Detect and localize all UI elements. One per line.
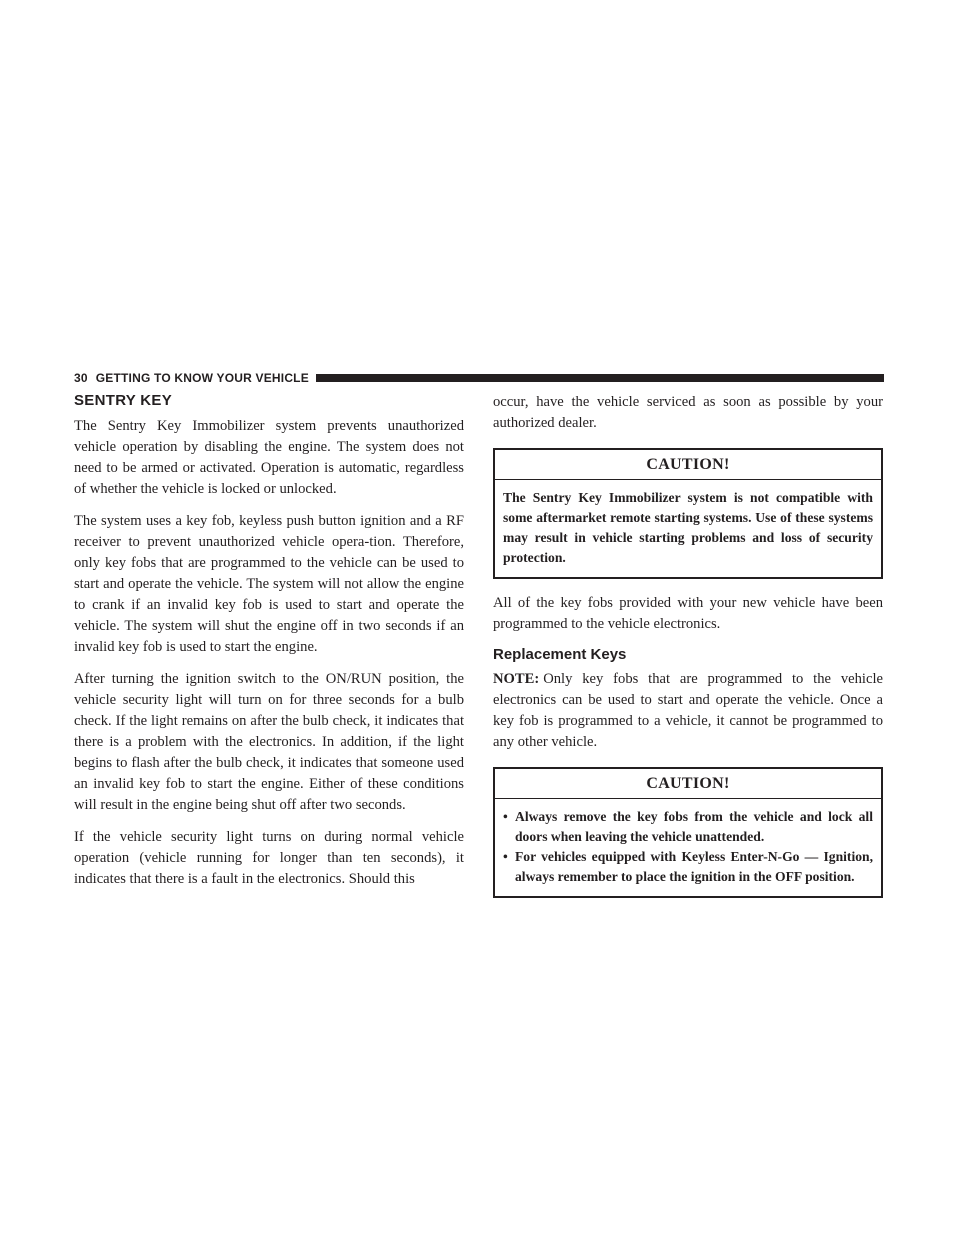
paragraph-intro: The Sentry Key Immobilizer system prevents unauthorized vehicle operation by disabling the engine. The system does not need to be armed or activated. Operation is automatic, regardless of whether the vehicle is locked or unlocked. <box>74 418 464 497</box>
paragraph-fault: If the vehicle security light turns on during normal vehicle operation (vehicle running for longer than ten seconds), it indicates that there is a fault in the electronics. Should this <box>74 829 464 887</box>
bullet-icon: • <box>503 809 508 824</box>
note-label: NOTE: <box>493 671 540 687</box>
chapter-title: GETTING TO KNOW YOUR VEHICLE <box>95 371 309 385</box>
caution-title: CAUTION! <box>495 450 881 480</box>
paragraph-programmed: All of the key fobs provided with your new vehicle have been programmed to the vehicle electronics. <box>493 595 883 632</box>
caution-box-keys <box>493 767 883 898</box>
caution-list-item: • Always remove the key fobs from the vehicle and lock all doors when leaving the vehicle unattended. <box>503 809 873 844</box>
page-header <box>74 371 884 385</box>
caution-list <box>503 807 873 887</box>
paragraph-continuation: occur, have the vehicle serviced as soon as possible by your authorized dealer. <box>493 394 883 431</box>
right-column <box>493 392 883 912</box>
caution-body <box>495 799 881 896</box>
caution-text: The Sentry Key Immobilizer system is not compatible with some aftermarket remote starting systems. Use of these systems may result in vehicle starting problems and loss of security protection. <box>503 490 873 565</box>
paragraph-system: The system uses a key fob, keyless push button ignition and a RF receiver to prevent unauthorized vehicle opera-tion. Therefore, only key fobs that are programmed to the vehicle can be used to start and operate the vehicle. The system will not allow the engine to crank if an invalid key fob is used to start and operate the vehicle. The system will shut the engine off in two seconds if an invalid key fob is used to start the engine. <box>74 513 464 655</box>
caution-box-immobilizer <box>493 448 883 579</box>
note-paragraph <box>493 669 883 753</box>
header-rule <box>316 374 884 382</box>
bullet-icon: • <box>503 849 508 864</box>
caution-list-item: • For vehicles equipped with Keyless Enter-N-Go — Ignition, always remember to place the ignition in the OFF position. <box>503 849 873 884</box>
left-column <box>74 392 464 901</box>
section-title: SENTRY KEY <box>74 392 173 409</box>
paragraph-ignition: After turning the ignition switch to the ON/RUN position, the vehicle security light will turn on for three seconds for a bulb check. If the light remains on after the bulb check, it indicates that there is a problem with the electronics. In addition, if the light begins to flash after the bulb check, it indicates that someone used an invalid key fob to start the engine. Either of these conditions will result in the engine being shut off after two seconds. <box>74 671 464 813</box>
subsection-title: Replacement Keys <box>493 646 627 663</box>
page-number: 30 <box>74 371 88 385</box>
caution-title: CAUTION! <box>495 769 881 799</box>
note-text: Only key fobs that are programmed to the vehicle electronics can be used to start and operate the vehicle. Once a key fob is programmed to a vehicle, it cannot be programmed to any other vehicle. <box>493 671 883 750</box>
